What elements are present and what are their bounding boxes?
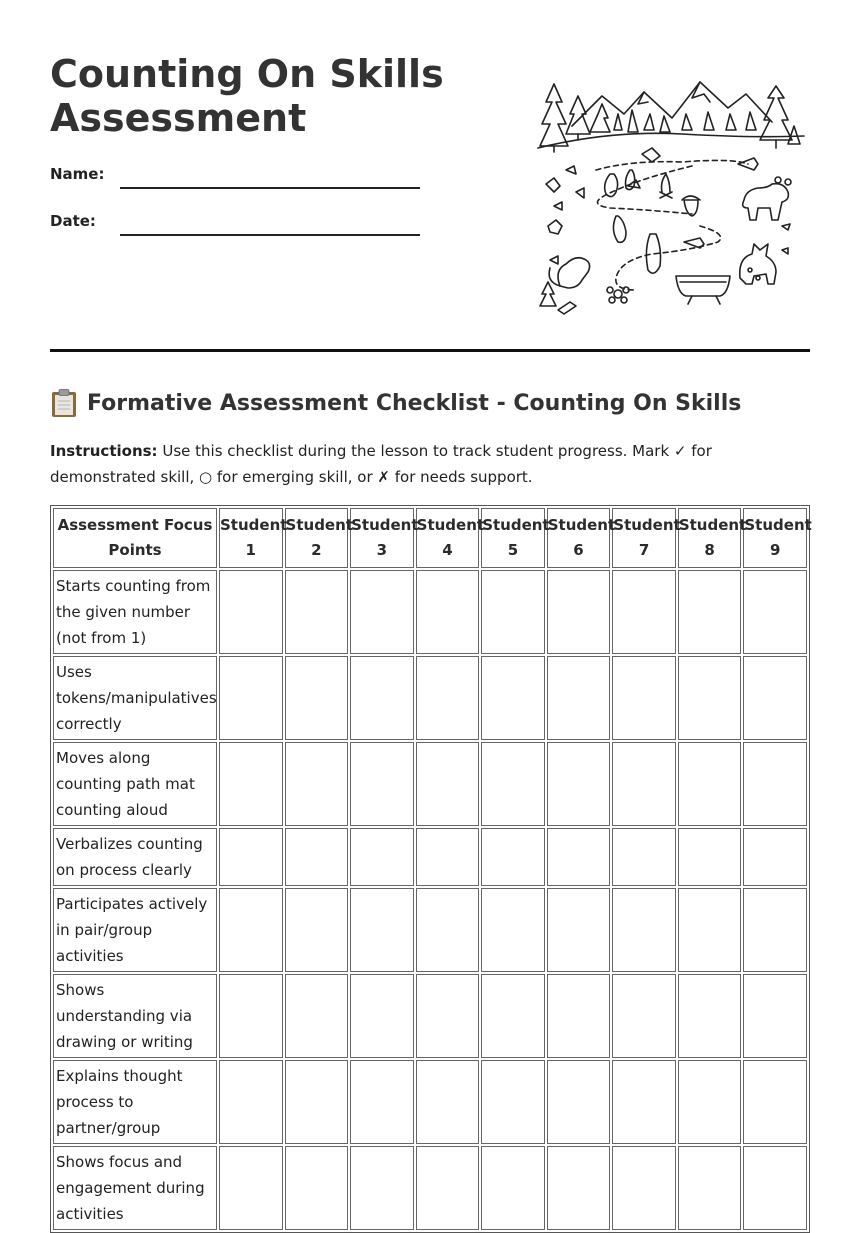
- student-4-mark-cell[interactable]: [416, 656, 480, 740]
- student-9-mark-cell[interactable]: [743, 570, 807, 654]
- clipboard-icon: [50, 388, 78, 418]
- table-row: [53, 888, 807, 972]
- column-header: Student 6: [547, 508, 611, 568]
- student-7-mark-cell[interactable]: [612, 742, 676, 826]
- student-8-mark-cell[interactable]: [678, 1060, 742, 1144]
- student-7-mark-cell[interactable]: [612, 656, 676, 740]
- student-3-mark-cell[interactable]: [350, 974, 414, 1058]
- student-7-mark-cell[interactable]: [612, 828, 676, 886]
- student-2-mark-cell[interactable]: [285, 974, 349, 1058]
- student-5-mark-cell[interactable]: [481, 742, 545, 826]
- focus-point-label: Uses tokens/manipulatives correctly: [53, 656, 217, 740]
- student-3-mark-cell[interactable]: [350, 888, 414, 972]
- checklist-title: Formative Assessment Checklist - Counting On Skills: [87, 390, 742, 416]
- student-8-mark-cell[interactable]: [678, 888, 742, 972]
- student-6-mark-cell[interactable]: [547, 1060, 611, 1144]
- student-4-mark-cell[interactable]: [416, 742, 480, 826]
- header-divider: [50, 349, 810, 352]
- table-row: [53, 570, 807, 654]
- student-4-mark-cell[interactable]: [416, 974, 480, 1058]
- checklist-heading: [50, 388, 741, 418]
- student-6-mark-cell[interactable]: [547, 828, 611, 886]
- student-1-mark-cell[interactable]: [219, 1146, 283, 1230]
- column-header: Student 4: [416, 508, 480, 568]
- student-5-mark-cell[interactable]: [481, 570, 545, 654]
- student-1-mark-cell[interactable]: [219, 742, 283, 826]
- column-header: Student 3: [350, 508, 414, 568]
- student-1-mark-cell[interactable]: [219, 570, 283, 654]
- student-2-mark-cell[interactable]: [285, 656, 349, 740]
- student-5-mark-cell[interactable]: [481, 656, 545, 740]
- focus-point-label: Shows understanding via drawing or writing: [53, 974, 217, 1058]
- table-row: [53, 1146, 807, 1230]
- woodland-trail-illustration: [532, 74, 808, 322]
- student-2-mark-cell[interactable]: [285, 1146, 349, 1230]
- instructions-label: Instructions:: [50, 442, 158, 460]
- column-header: Student 2: [285, 508, 349, 568]
- student-5-mark-cell[interactable]: [481, 888, 545, 972]
- instructions: [50, 438, 810, 490]
- student-3-mark-cell[interactable]: [350, 656, 414, 740]
- checklist-body: [53, 570, 807, 1230]
- student-4-mark-cell[interactable]: [416, 570, 480, 654]
- student-9-mark-cell[interactable]: [743, 888, 807, 972]
- focus-point-label: Verbalizes counting on process clearly: [53, 828, 217, 886]
- student-6-mark-cell[interactable]: [547, 742, 611, 826]
- table-row: [53, 828, 807, 886]
- student-1-mark-cell[interactable]: [219, 888, 283, 972]
- student-6-mark-cell[interactable]: [547, 1146, 611, 1230]
- student-5-mark-cell[interactable]: [481, 1146, 545, 1230]
- student-2-mark-cell[interactable]: [285, 888, 349, 972]
- student-6-mark-cell[interactable]: [547, 656, 611, 740]
- student-8-mark-cell[interactable]: [678, 974, 742, 1058]
- student-8-mark-cell[interactable]: [678, 656, 742, 740]
- student-2-mark-cell[interactable]: [285, 742, 349, 826]
- student-4-mark-cell[interactable]: [416, 888, 480, 972]
- student-9-mark-cell[interactable]: [743, 656, 807, 740]
- student-7-mark-cell[interactable]: [612, 974, 676, 1058]
- instructions-text: Use this checklist during the lesson to track student progress. Mark ✓ for demonstrated skill, ○ for emerging skill, or ✗ for needs support.: [50, 442, 712, 486]
- student-6-mark-cell[interactable]: [547, 570, 611, 654]
- student-8-mark-cell[interactable]: [678, 828, 742, 886]
- column-header: Student 9: [743, 508, 807, 568]
- focus-point-label: Starts counting from the given number (not from 1): [53, 570, 217, 654]
- column-header: Student 7: [612, 508, 676, 568]
- student-3-mark-cell[interactable]: [350, 1060, 414, 1144]
- column-header: Student 8: [678, 508, 742, 568]
- student-7-mark-cell[interactable]: [612, 1060, 676, 1144]
- student-4-mark-cell[interactable]: [416, 828, 480, 886]
- page-title: Counting On Skills Assessment: [50, 52, 444, 140]
- student-1-mark-cell[interactable]: [219, 1060, 283, 1144]
- student-9-mark-cell[interactable]: [743, 974, 807, 1058]
- student-3-mark-cell[interactable]: [350, 828, 414, 886]
- table-header-row: [53, 508, 807, 568]
- column-header: Student 1: [219, 508, 283, 568]
- student-5-mark-cell[interactable]: [481, 1060, 545, 1144]
- focus-point-label: Moves along counting path mat counting aloud: [53, 742, 217, 826]
- student-7-mark-cell[interactable]: [612, 570, 676, 654]
- student-5-mark-cell[interactable]: [481, 828, 545, 886]
- column-header: Student 5: [481, 508, 545, 568]
- student-7-mark-cell[interactable]: [612, 1146, 676, 1230]
- student-2-mark-cell[interactable]: [285, 828, 349, 886]
- student-1-mark-cell[interactable]: [219, 656, 283, 740]
- focus-point-label: Explains thought process to partner/group: [53, 1060, 217, 1144]
- name-field[interactable]: [120, 187, 420, 189]
- student-8-mark-cell[interactable]: [678, 570, 742, 654]
- student-9-mark-cell[interactable]: [743, 828, 807, 886]
- table-row: [53, 656, 807, 740]
- student-3-mark-cell[interactable]: [350, 742, 414, 826]
- student-9-mark-cell[interactable]: [743, 742, 807, 826]
- student-3-mark-cell[interactable]: [350, 1146, 414, 1230]
- student-7-mark-cell[interactable]: [612, 888, 676, 972]
- student-2-mark-cell[interactable]: [285, 570, 349, 654]
- student-8-mark-cell[interactable]: [678, 1146, 742, 1230]
- student-1-mark-cell[interactable]: [219, 974, 283, 1058]
- student-2-mark-cell[interactable]: [285, 1060, 349, 1144]
- focus-point-label: Participates actively in pair/group activities: [53, 888, 217, 972]
- focus-point-label: Shows focus and engagement during activities: [53, 1146, 217, 1230]
- student-8-mark-cell[interactable]: [678, 742, 742, 826]
- date-label: Date:: [50, 212, 96, 230]
- student-9-mark-cell[interactable]: [743, 1060, 807, 1144]
- student-4-mark-cell[interactable]: [416, 1146, 480, 1230]
- assessment-checklist-table: [50, 505, 810, 1233]
- table-row: [53, 1060, 807, 1144]
- student-3-mark-cell[interactable]: [350, 570, 414, 654]
- student-1-mark-cell[interactable]: [219, 828, 283, 886]
- student-9-mark-cell[interactable]: [743, 1146, 807, 1230]
- name-label: Name:: [50, 165, 105, 183]
- table-row: [53, 974, 807, 1058]
- date-field[interactable]: [120, 234, 420, 236]
- column-header: Assessment Focus Points: [53, 508, 217, 568]
- student-6-mark-cell[interactable]: [547, 974, 611, 1058]
- table-row: [53, 742, 807, 826]
- student-5-mark-cell[interactable]: [481, 974, 545, 1058]
- student-6-mark-cell[interactable]: [547, 888, 611, 972]
- student-4-mark-cell[interactable]: [416, 1060, 480, 1144]
